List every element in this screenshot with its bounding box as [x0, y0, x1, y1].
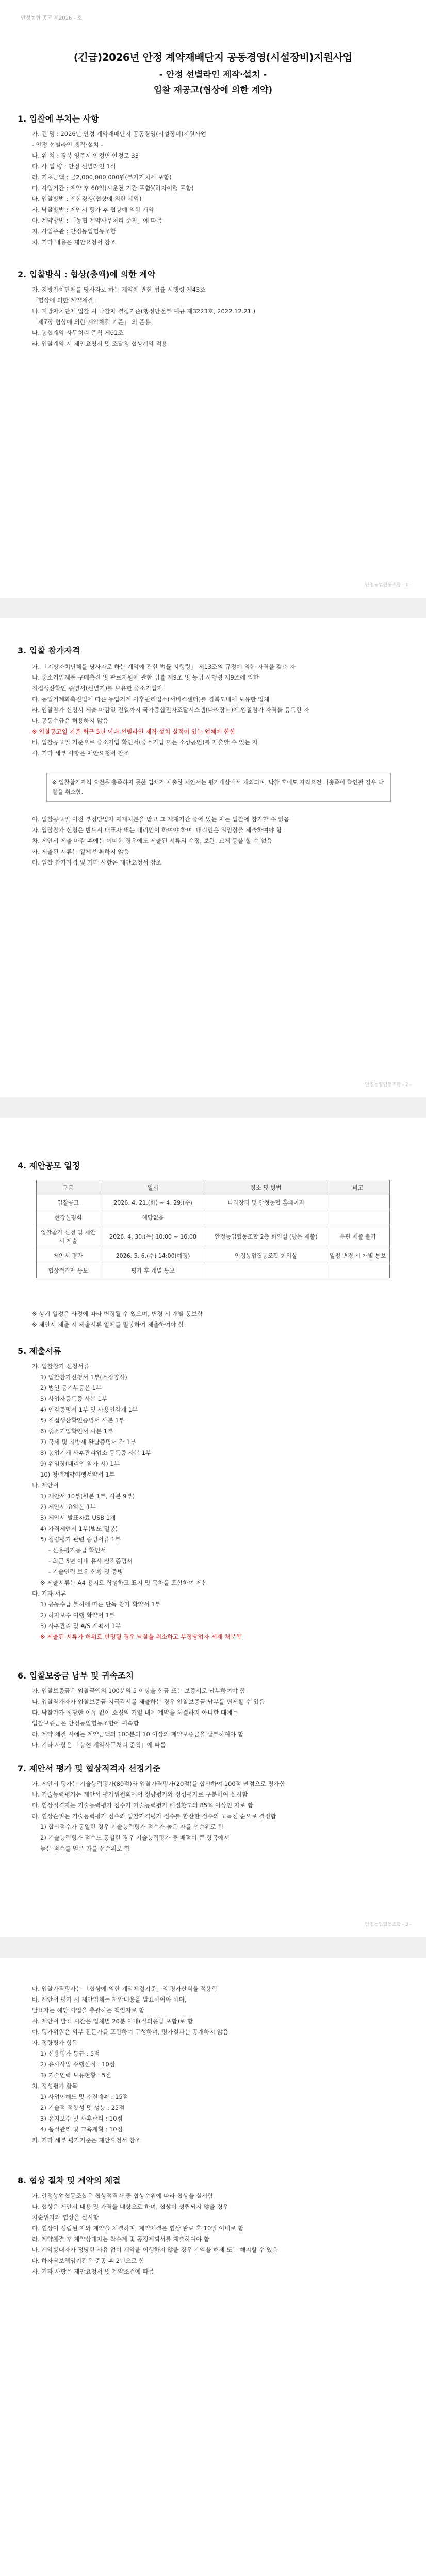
section-6-body	[25, 1686, 401, 1751]
s7-line: 1) 합산점수가 동일한 경우 기술능력평가 점수가 높은 자를 선순위로 함	[40, 1823, 224, 1831]
s3-line: 라. 입찰참가 신청서 제출 마감일 전일까지 국가종합전자조달시스템(나라장터)에 입찰참가 자격을 등록한 자	[32, 706, 309, 714]
s5-line: - 기술인력 보유 현황 및 증빙	[48, 1568, 123, 1575]
s6-line: 나. 입찰참가자가 입찰보증금 지급각서를 제출하는 경우 입찰보증금 납부를 면제할 수 있음	[32, 1698, 265, 1705]
s7-line: 2) 유사사업 수행실적 : 10점	[40, 2061, 115, 2068]
s1-line: 자. 사업주관 : 안정농업협동조합	[32, 228, 116, 235]
s7-line: 3) 유지보수 및 사후관리 : 10점	[40, 2115, 123, 2122]
s2-line: 「제7장 협상에 의한 계약체결 기준」 의 준용	[32, 318, 151, 326]
table-row	[37, 1210, 390, 1225]
s5-line: 4) 인감증명서 1부 및 사용인감계 1부	[40, 1406, 138, 1413]
s1-line: 다. 사 업 량 : 안정 선별라인 1식	[32, 163, 116, 170]
s2-line: 나. 지방자치단체 입찰 시 낙찰자 결정기준(행정안전부 예규 제3223호, 2022.12.21.)	[32, 308, 256, 315]
table-row	[37, 1263, 390, 1278]
table-cell	[326, 1195, 389, 1210]
s7-line: 자. 정량평가 항목	[32, 2039, 78, 2046]
s7-line: 아. 평가위원은 외부 전문가를 포함하여 구성하며, 평가결과는 공개하지 않음	[32, 2028, 228, 2036]
schedule-note: ※ 제안서 제출 시 제출서류 일체를 밀봉하여 제출하여야 함	[32, 1321, 184, 1328]
s2-line: 라. 입찰계약 시 제안요청서 및 조달청 협상계약 적용	[32, 340, 168, 347]
table-cell: 2026. 5. 6.(수) 14:00(예정)	[100, 1248, 206, 1263]
s5-line: 8) 농업기계 사후관리업소 등록증 사본 1부	[40, 1449, 152, 1456]
s8-line: 사. 기타 사항은 제안요청서 및 계약조건에 따름	[32, 2268, 154, 2275]
s1-line: 사. 낙찰방법 : 제안서 평가 후 협상에 의한 계약	[32, 206, 154, 213]
table-cell: 입찰공고	[37, 1195, 100, 1210]
s5-line: - 최근 5년 이내 유사 실적증명서	[48, 1557, 133, 1565]
s5-line: 2) 제안서 요약본 1부	[40, 1503, 96, 1511]
notice-subtitle-contract: 입찰 재공고(협상에 의한 계약)	[153, 85, 273, 95]
s5-line: ※ 제출된 서류가 허위로 판명될 경우 낙찰을 취소하고 부정당업자 제재 처분함	[40, 1633, 242, 1640]
s5-line: 2) 하자보수 이행 확약서 1부	[40, 1612, 115, 1619]
s1-line: 나. 위 치 : 경북 영주시 안정면 안정로 33	[32, 152, 139, 159]
section-heading-2: 2. 입찰방식 : 협상(총액)에 의한 계약	[18, 269, 156, 279]
table-cell: 안정농업협동조합 회의실	[206, 1248, 326, 1263]
s7-line: 다. 협상적격자는 기술능력평가 점수가 기술능력평가 배점한도의 85% 이상인 자로 함	[32, 1802, 253, 1809]
table-cell	[206, 1210, 326, 1225]
s7-line: 높은 점수를 얻은 자를 선순위로 함	[40, 1845, 130, 1852]
s3-line: 직접생산확인 증명서(선별기)를 보유한 중소기업자	[32, 685, 163, 692]
s7-line: 라. 협상순위는 기술능력평가 점수와 입찰가격평가 점수를 합산한 점수의 고득점 순으로 결정함	[32, 1812, 276, 1820]
table-cell: 우편 제출 불가	[326, 1225, 389, 1248]
s5-line: - 신용평가등급 확인서	[48, 1547, 106, 1554]
s1-line: 아. 계약방법 : 「농협 계약사무처리 준칙」에 따름	[32, 217, 162, 224]
schedule-table	[36, 1180, 390, 1278]
table-cell: 현장설명회	[37, 1210, 100, 1225]
s2-line: 「협상에 의한 계약체결」	[32, 297, 100, 304]
s5-line: 6) 중소기업확인서 사본 1부	[40, 1428, 113, 1435]
s3-line: 아. 입찰공고일 이전 부정당업자 제재처분을 받고 그 제재기간 중에 있는 자는 입찰에 참가할 수 없음	[32, 816, 290, 823]
s8-line: 마. 계약상대자가 정당한 사유 없이 계약을 이행하지 않을 경우 계약을 해제 또는 해지할 수 있음	[32, 2246, 278, 2253]
notice-subtitle: - 안정 선별라인 제작·설치 -	[159, 70, 267, 80]
s5-line: 5) 정량평가 관련 증빙서류 1부	[40, 1536, 121, 1543]
running-header: 안정농협 공고 제2026 - 호	[21, 15, 83, 21]
s5-line: ※ 제출서류는 A4 용지로 작성하고 표지 및 목차를 포함하여 제본	[40, 1579, 208, 1586]
section-7-body-part-2	[25, 1984, 401, 2146]
table-cell	[206, 1263, 326, 1278]
s5-line: 1) 제안서 10부(원본 1부, 사본 9부)	[40, 1493, 135, 1500]
s5-line: 나. 제안서	[32, 1482, 59, 1489]
s3-line: 카. 제출된 서류는 일체 반환하지 않음	[32, 848, 129, 855]
s5-line: 7) 국세 및 지방세 완납증명서 각 1부	[40, 1438, 136, 1446]
schedule-note: ※ 상기 일정은 사정에 따라 변경될 수 있으며, 변경 시 개별 통보함	[32, 1310, 203, 1317]
s1-line: - 안정 선별라인 제작·설치 -	[32, 141, 103, 148]
table-cell: 입찰참가 신청 및 제안서 제출	[37, 1225, 100, 1248]
s5-line: 가. 입찰참가 신청서류	[32, 1363, 89, 1370]
table-cell: 해당없음	[100, 1210, 206, 1225]
s7-line: 1) 신용평가 등급 : 5점	[40, 2050, 100, 2057]
s7-line: 발표자는 해당 사업을 총괄하는 책임자로 함	[32, 2007, 145, 2014]
s7-line: 3) 기술인력 보유현황 : 5점	[40, 2072, 111, 2079]
table-cell: 2026. 4. 21.(화) ~ 4. 29.(수)	[100, 1195, 206, 1210]
s1-line: 라. 기초금액 : 금2,000,000,000원(부가가치세 포함)	[32, 174, 172, 181]
notice-box: ※ 입찰참가자격 요건을 충족하지 못한 업체가 제출한 제안서는 평가대상에서 제외되며, 낙찰 후에도 자격요건 미충족이 확인될 경우 낙찰을 취소함.	[46, 773, 391, 802]
section-2-body	[25, 284, 401, 349]
s7-line: 4) 품질관리 및 교육계획 : 10점	[40, 2126, 123, 2133]
s7-line: 나. 기술능력평가는 제안서 평가위원회에서 정량평가와 정성평가로 구분하여 실시함	[32, 1791, 248, 1798]
s7-line: 마. 입찰가격평가는 「협상에 의한 계약체결기준」의 평가산식을 적용함	[32, 1985, 218, 1992]
s8-line: 차순위자와 협상을 실시함	[32, 2214, 99, 2221]
section-heading-4: 4. 제안공모 일정	[18, 1161, 80, 1171]
page-footer: 안정농업협동조합 - 3 -	[365, 1922, 412, 1927]
table-cell: 제안서 평가	[37, 1248, 100, 1263]
table-row	[37, 1225, 390, 1248]
table-row	[37, 1195, 390, 1210]
s6-line: 마. 기타 사항은 「농협 계약사무처리 준칙」에 따름	[32, 1741, 166, 1749]
section-8-body	[25, 2191, 401, 2277]
s7-line: 바. 제안서 평가 시 제안업체는 제안내용을 발표하여야 하며,	[32, 1996, 187, 2003]
s1-line: 마. 사업기간 : 계약 후 60일(시운전 기간 포함)(하자이행 포함)	[32, 184, 194, 192]
s7-line: 가. 제안서 평가는 기술능력평가(80점)와 입찰가격평가(20점)를 합산하여 100점 만점으로 평가함	[32, 1780, 285, 1787]
s7-line: 사. 제안서 발표 시간은 업체별 20분 이내(질의응답 포함)로 함	[32, 2018, 193, 2025]
s5-line: 5) 직접생산확인증명서 사본 1부	[40, 1417, 125, 1424]
s3-line: 가. 「지방자치단체를 당사자로 하는 계약에 관한 법률 시행령」 제13조의 규정에 의한 자격을 갖춘 자	[32, 663, 296, 670]
s3-line: 타. 입찰 참가자격 및 기타 사항은 제안요청서 참조	[32, 859, 162, 866]
section-heading-1: 1. 입찰에 부치는 사항	[18, 114, 99, 124]
table-cell: 2026. 4. 30.(목) 10:00 ~ 16:00	[100, 1225, 206, 1248]
s5-line: 다. 기타 서류	[32, 1590, 67, 1597]
table-cell: 평가 후 개별 통보	[100, 1263, 206, 1278]
s3-line: 다. 농업기계화촉진법에 따른 농업기계 사후관리업소(서비스센터)를 경북도내에 보유한 업체	[32, 696, 270, 703]
page-gap	[0, 1097, 426, 1118]
table-cell: 나라장터 및 안정농협 홈페이지	[206, 1195, 326, 1210]
s3-line: ※ 입찰공고일 기준 최근 5년 이내 선별라인 제작·설치 실적이 있는 업체에 한함	[32, 728, 236, 735]
s8-line: 가. 안정농업협동조합은 협상적격자 중 협상순위에 따라 협상을 실시함	[32, 2192, 214, 2199]
s1-line: 가. 건 명 : 2026년 안정 계약재배단지 공동경영(시설장비)지원사업	[32, 130, 206, 138]
s2-line: 가. 지방자치단체를 당사자로 하는 계약에 관한 법률 시행령 제43조	[32, 286, 206, 293]
table-row	[37, 1248, 390, 1263]
s5-line: 10) 청렴계약이행서약서 1부	[40, 1471, 115, 1478]
page-footer: 안정농업협동조합 - 1 -	[365, 583, 412, 588]
section-heading-7: 7. 제안서 평가 및 협상적격자 선정기준	[18, 1764, 160, 1773]
schedule-header: 비고	[326, 1180, 389, 1195]
s6-line: 입찰보증금은 안정농업협동조합에 귀속함	[32, 1720, 139, 1727]
schedule-notes	[25, 1309, 401, 1330]
s7-line: 2) 기술적 적합성 및 성능 : 25점	[40, 2104, 125, 2111]
schedule-header: 구분	[37, 1180, 100, 1195]
s3-line: 바. 입찰공고일 기준으로 중소기업 확인서(중소기업 또는 소상공인)를 제출할 수 있는 자	[32, 739, 258, 746]
s8-line: 바. 하자담보책임기간은 준공 후 2년으로 함	[32, 2257, 145, 2264]
s5-line: 3) 제안서 발표자료 USB 1개	[40, 1514, 116, 1521]
table-cell: 안정농업협동조합 2층 회의실 (방문 제출)	[206, 1225, 326, 1248]
s6-line: 라. 계약 체결 시에는 계약금액의 100분의 10 이상의 계약보증금을 납부하여야 함	[32, 1731, 244, 1738]
schedule-header: 일시	[100, 1180, 206, 1195]
page-2	[0, 618, 426, 1097]
schedule-header-row	[37, 1180, 390, 1195]
page-gap	[0, 598, 426, 618]
section-heading-6: 6. 입찰보증금 납부 및 귀속조치	[18, 1671, 134, 1681]
s7-line: 1) 사업이해도 및 추진계획 : 15점	[40, 2093, 128, 2100]
s3-line: 사. 기타 세부 사항은 제안요청서 참조	[32, 750, 129, 757]
section-3-body-continued	[25, 814, 401, 868]
page-1	[0, 0, 426, 598]
notice-title: (긴급)2026년 안정 계약재배단지 공동경영(시설장비)지원사업	[73, 51, 353, 63]
s1-line: 바. 입찰방법 : 제한경쟁(협상에 의한 계약)	[32, 195, 142, 202]
section-heading-8: 8. 협상 절차 및 계약의 체결	[18, 2176, 121, 2185]
s7-line: 카. 기타 세부 평가기준은 제안요청서 참조	[32, 2137, 141, 2144]
page-gap	[0, 1937, 426, 1958]
s5-line: 3) 사업자등록증 사본 1부	[40, 1395, 108, 1402]
s8-line: 다. 협상이 성립된 자와 계약을 체결하며, 계약체결은 협상 완료 후 10일 이내로 함	[32, 2225, 244, 2232]
s8-line: 라. 계약체결 후 계약상대자는 착수계 및 공정계획서를 제출하여야 함	[32, 2235, 209, 2243]
s5-line: 1) 입찰참가신청서 1부(소정양식)	[40, 1374, 127, 1381]
table-cell: 협상적격자 통보	[37, 1263, 100, 1278]
table-cell: 일정 변경 시 개별 통보	[326, 1248, 389, 1263]
schedule-header: 장소 및 방법	[206, 1180, 326, 1195]
s5-line: 4) 가격제안서 1부(별도 밀봉)	[40, 1525, 118, 1532]
s5-line: 2) 법인 등기부등본 1부	[40, 1384, 102, 1392]
s3-line: 자. 입찰참가 신청은 반드시 대표자 또는 대리인이 하여야 하며, 대리인은 위임장을 제출하여야 함	[32, 826, 282, 834]
s8-line: 나. 협상은 제안서 내용 및 가격을 대상으로 하며, 협상이 성립되지 않을 경우	[32, 2203, 228, 2210]
s2-line: 다. 농협계약 사무처리 준칙 제61조	[32, 329, 124, 336]
section-3-body	[25, 662, 401, 759]
table-cell	[326, 1263, 389, 1278]
section-5-body	[25, 1361, 401, 1642]
table-cell	[326, 1210, 389, 1225]
s7-line: 2) 기술능력평가 점수도 동일한 경우 기술능력평가 중 배점이 큰 항목에서	[40, 1834, 230, 1841]
s5-line: 3) 사후관리 및 A/S 계획서 1부	[40, 1622, 121, 1630]
s5-line: 9) 위임장(대리인 참가 시) 1부	[40, 1460, 120, 1467]
section-heading-5: 5. 제출서류	[18, 1346, 61, 1356]
page-footer: 안정농업협동조합 - 2 -	[365, 1082, 412, 1088]
section-heading-3: 3. 입찰 참가자격	[18, 646, 80, 655]
s3-line: 차. 제안서 제출 마감 후에는 어떠한 경우에도 제출된 서류의 수정, 보완, 교체 등을 할 수 없음	[32, 837, 272, 844]
s3-line: 나. 중소기업제품 구매촉진 및 판로지원에 관한 법률 제9조 및 동법 시행령 제9조에 의한	[32, 674, 259, 681]
s6-line: 가. 입찰보증금은 입찰금액의 100분의 5 이상을 현금 또는 보증서로 납부하여야 함	[32, 1687, 245, 1694]
s6-line: 다. 낙찰자가 정당한 이유 없이 소정의 기일 내에 계약을 체결하지 아니한 때에는	[32, 1709, 238, 1716]
s3-line: 마. 공동수급은 허용하지 않음	[32, 717, 108, 724]
section-1-body	[25, 129, 401, 248]
s1-line: 차. 기타 내용은 제안요청서 참조	[32, 239, 116, 246]
section-7-body-part-1	[25, 1778, 401, 1854]
s5-line: 1) 공동수급 불허에 따른 단독 참가 확약서 1부	[40, 1601, 161, 1608]
s7-line: 차. 정성평가 항목	[32, 2082, 78, 2090]
